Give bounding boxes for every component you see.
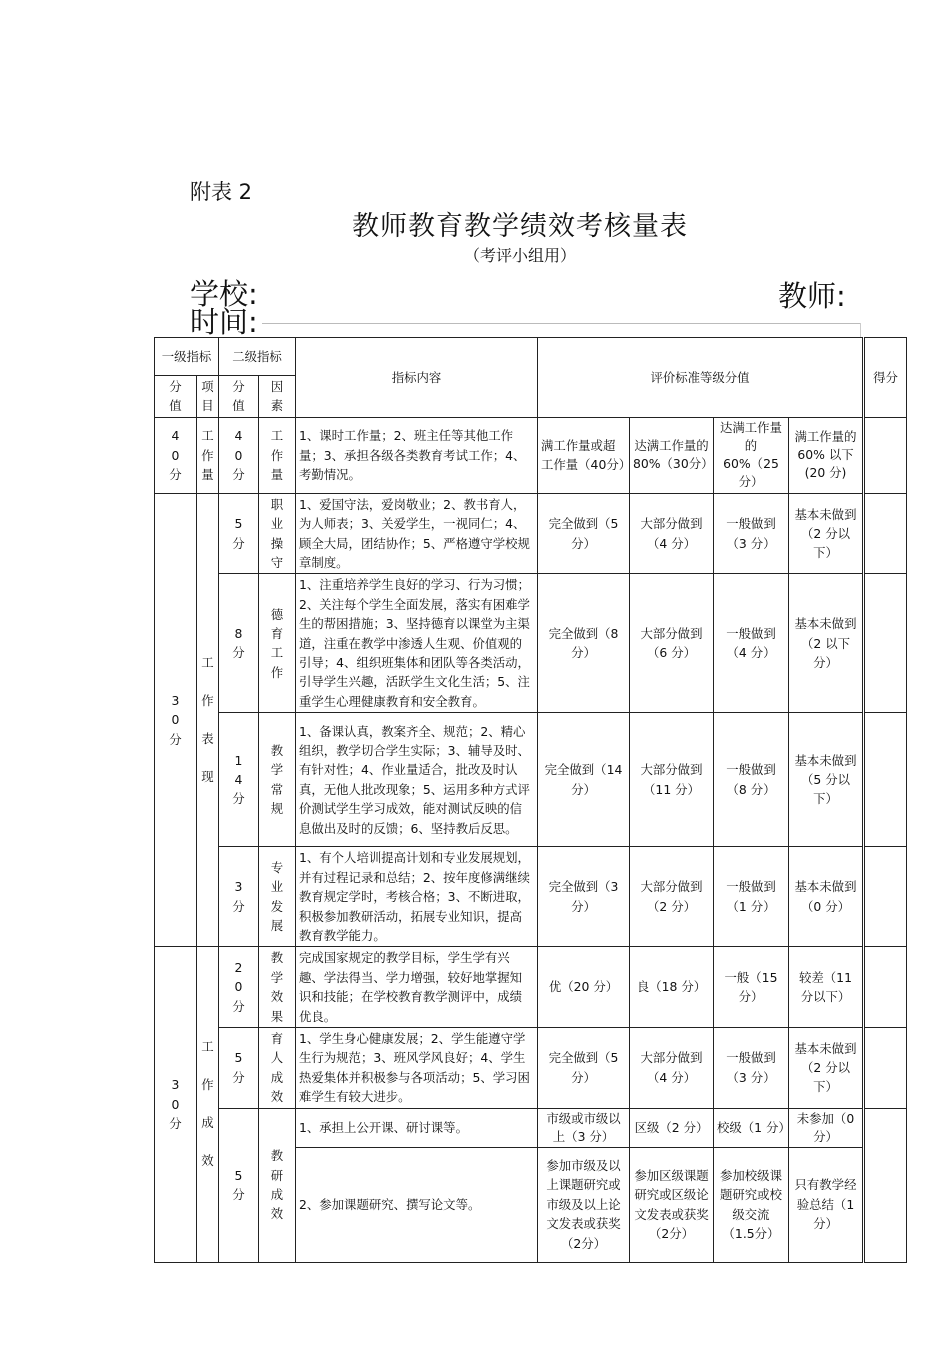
development-content: 1、有个人培训提高计划和专业发展规划，并有过程记录和总结；2、按年度修满继续教育规定学时，考核合格；3、不断进取，积极参加教研活动，拓展专业知识，提高教育教学能力。: [296, 847, 538, 947]
nurture-points: 5分: [232, 1050, 245, 1085]
research-a-grade-4: 未参加（0分）: [789, 1108, 864, 1147]
ethics-grade-4: 基本未做到（2 分以下）: [789, 493, 864, 574]
nurture-grade-3: 一般做到（3 分）: [714, 1027, 789, 1108]
table-row-ethics: [155, 493, 907, 574]
teaching-factor: 教学常规: [270, 742, 284, 817]
research-b-grade-3: 参加校级课题研究或校级交流（1.5分）: [714, 1147, 789, 1262]
development-grade-1: 完全做到（3 分）: [538, 847, 630, 947]
nurture-grade-1: 完全做到（5 分）: [538, 1027, 630, 1108]
level2-header: 二级指标: [219, 338, 296, 376]
performance-l1-points: 30分: [169, 692, 182, 747]
time-underline: [262, 323, 860, 324]
nurture-grade-4: 基本未做到（2 分以下）: [789, 1027, 864, 1108]
item-header: 项目: [201, 379, 214, 414]
score-input-teaching[interactable]: [864, 713, 907, 847]
results-l1-item: 工作成效: [201, 1039, 214, 1169]
development-grade-4: 基本未做到（0 分）: [789, 847, 864, 947]
assessment-table: [154, 337, 907, 1263]
teaching-content: 1、备课认真，教案齐全、规范；2、精心组织，教学切合学生实际；3、辅导及时、有针对性；4、作业量适合，批改及时认真，无他人批改现象；5、运用多种方式评价测试学生学习成效，能对测试反映的信息做出及时的反馈；6、坚持教后反思。: [296, 713, 538, 847]
table-row-development: [155, 847, 907, 947]
appendix-label: 附表 2: [190, 180, 253, 204]
research-a-grade-2: 区级（2 分）: [630, 1108, 714, 1147]
score-input-nurture[interactable]: [864, 1027, 907, 1108]
teaching-grade-4: 基本未做到（5 分以下）: [789, 713, 864, 847]
table-row-workload: [155, 417, 907, 493]
level1-header: 一级指标: [155, 338, 219, 376]
effect-content: 完成国家规定的教学目标，学生学有兴趣、学法得当、学力增强，较好地掌握知识和技能；在学校教育教学测评中，成绩优良。: [296, 947, 538, 1028]
nurture-content: 1、学生身心健康发展；2、学生能遵守学生行为规范；3、班风学风良好；4、学生热爱集体并积极参与各项活动；5、学习困难学生有较大进步。: [296, 1027, 538, 1108]
effect-factor: 教学效果: [270, 950, 284, 1024]
score-input-research[interactable]: [864, 1108, 907, 1262]
table-edge-line: [860, 323, 861, 337]
workload-grade-1: 满工作量或超工作量（40分）: [538, 417, 630, 493]
ethics-grade-3: 一般做到（3 分）: [714, 493, 789, 574]
workload-grade-3: 达满工作量的60%（25 分）: [714, 417, 789, 493]
ethics-grade-2: 大部分做到（4 分）: [630, 493, 714, 574]
ethics-content: 1、爱国守法，爱岗敬业；2、教书育人，为人师表；3、关爱学生，一视同仁；4、顾全大局，团结协作；5、严格遵守学校规章制度。: [296, 493, 538, 574]
development-grade-3: 一般做到（1 分）: [714, 847, 789, 947]
workload-l1-points: 40分: [169, 428, 182, 483]
points2-header: 分值: [232, 379, 245, 414]
moral-grade-4: 基本未做到（2 以下分）: [789, 574, 864, 713]
research-a-grade-1: 市级或市级以上（3 分）: [538, 1108, 630, 1147]
effect-grade-4: 较差（11 分以下）: [789, 947, 864, 1028]
teaching-grade-2: 大部分做到（11 分）: [630, 713, 714, 847]
moral-grade-2: 大部分做到（6 分）: [630, 574, 714, 713]
workload-grade-2: 达满工作量的80%（30分）: [630, 417, 714, 493]
effect-points: 20分: [232, 960, 245, 1014]
moral-grade-1: 完全做到（8 分）: [538, 574, 630, 713]
teacher-label: 教师:: [778, 279, 846, 313]
effect-grade-1: 优（20 分）: [538, 947, 630, 1028]
ethics-factor: 职业操守: [270, 496, 284, 571]
research-factor: 教研成效: [270, 1148, 284, 1222]
research-a-grade-3: 校级（1 分）: [714, 1108, 789, 1147]
workload-l2-points: 40分: [232, 428, 245, 483]
nurture-grade-2: 大部分做到（4 分）: [630, 1027, 714, 1108]
criteria-header: 评价标准等级分值: [538, 338, 864, 418]
workload-content: 1、课时工作量；2、班主任等其他工作量；3、承担各级各类教育考试工作；4、考勤情况。: [296, 417, 538, 493]
score-header: 得分: [864, 338, 907, 418]
ethics-grade-1: 完全做到（5 分）: [538, 493, 630, 574]
research-b-grade-2: 参加区级课题研究或区级论文发表或获奖（2分）: [630, 1147, 714, 1262]
development-grade-2: 大部分做到（2 分）: [630, 847, 714, 947]
research-b-grade-4: 只有教学经验总结（1 分）: [789, 1147, 864, 1262]
development-points: 3分: [232, 879, 245, 914]
research-a-content: 1、承担上公开课、研讨课等。: [296, 1108, 538, 1147]
research-points: 5分: [232, 1167, 245, 1203]
workload-grade-4: 满工作量的60% 以下(20 分): [789, 417, 864, 493]
ethics-points: 5分: [232, 516, 245, 551]
score-input-workload[interactable]: [864, 417, 907, 493]
research-b-grade-1: 参加市级及以上课题研究或市级及以上论文发表或获奖（2分）: [538, 1147, 630, 1262]
teaching-points: 14分: [232, 752, 245, 807]
table-row-research-a: [155, 1108, 907, 1147]
content-header: 指标内容: [296, 338, 538, 418]
teaching-grade-1: 完全做到（14 分）: [538, 713, 630, 847]
score-input-development[interactable]: [864, 847, 907, 947]
time-label: 时间:: [190, 305, 258, 339]
score-input-moral[interactable]: [864, 574, 907, 713]
results-l1-points: 30分: [169, 1077, 182, 1132]
table-row-nurture: [155, 1027, 907, 1108]
page-subtitle: （考评小组用）: [463, 246, 576, 265]
table-row-teaching: [155, 713, 907, 847]
score-input-effect[interactable]: [864, 947, 907, 1028]
effect-grade-2: 良（18 分）: [630, 947, 714, 1028]
teaching-grade-3: 一般做到（8 分）: [714, 713, 789, 847]
research-b-content: 2、参加课题研究、撰写论文等。: [296, 1147, 538, 1262]
table-row-moral: [155, 574, 907, 713]
workload-l1-item: 工作量: [201, 428, 214, 483]
moral-content: 1、注重培养学生良好的学习、行为习惯；2、关注每个学生全面发展，落实有困难学生的帮困措施；3、坚持德育以课堂为主渠道，注重在教学中渗透人生观、价值观的引导；4、组织班集体和团队等各类活动，引导学生兴趣，活跃学生文化生活；5、注重学生心理健康教育和安全教育。: [296, 574, 538, 713]
score-input-ethics[interactable]: [864, 493, 907, 574]
development-factor: 专业发展: [270, 859, 284, 934]
moral-factor: 德育工作: [270, 606, 284, 680]
performance-l1-item: 工作表现: [201, 655, 214, 785]
school-label: 学校:: [190, 277, 258, 311]
moral-points: 8分: [232, 625, 245, 661]
nurture-factor: 育人成效: [270, 1030, 284, 1105]
header-row-1: [155, 338, 907, 376]
factor-header: 因素: [270, 379, 284, 414]
effect-grade-3: 一般（15 分）: [714, 947, 789, 1028]
moral-grade-3: 一般做到（4 分）: [714, 574, 789, 713]
workload-factor: 工作量: [270, 428, 284, 483]
table-row-effect: [155, 947, 907, 1028]
page-title: 教师教育教学绩效考核量表: [352, 211, 688, 242]
points-header: 分值: [169, 379, 182, 414]
